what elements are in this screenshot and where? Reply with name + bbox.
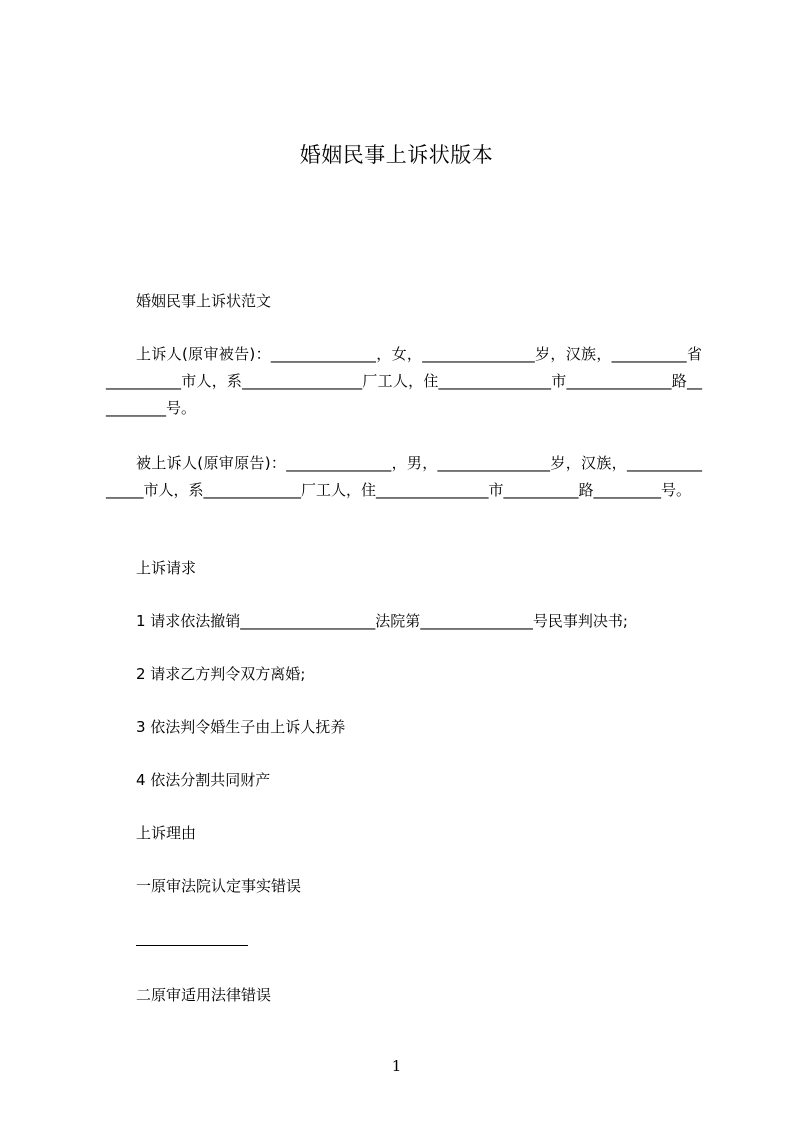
reasons-heading: 上诉理由 [136, 824, 197, 842]
document-title: 婚姻民事上诉状版本 [299, 143, 494, 167]
appellant-paragraph: 上诉人(原审被告)：______________，女，_______________岁，汉族，__________省__________市人，系________________厂工人，住_______________市______________路__________号。 [106, 345, 702, 417]
request-item-2: 2 请求乙方判令双方离婚; [136, 665, 306, 683]
reason-item-1: 一原审法院认定事实错误 [136, 877, 302, 895]
request-item-4: 4 依法分割共同财产 [136, 771, 271, 789]
appellee-paragraph: 被上诉人(原审原告)：______________，男，_______________岁，汉族，_______________市人，系_____________厂工人，住_______________市__________路_________号。 [106, 454, 702, 499]
request-item-3: 3 依法判令婚生子由上诉人抚养 [136, 718, 346, 736]
fill-in-blank-line [136, 945, 248, 946]
reason-item-2: 二原审适用法律错误 [136, 986, 272, 1004]
requests-heading: 上诉请求 [136, 559, 197, 577]
page-number: 1 [391, 1057, 402, 1075]
subtitle: 婚姻民事上诉状范文 [136, 292, 272, 310]
request-item-1: 1 请求依法撤销__________________法院第_______________号民事判决书; [136, 612, 628, 630]
